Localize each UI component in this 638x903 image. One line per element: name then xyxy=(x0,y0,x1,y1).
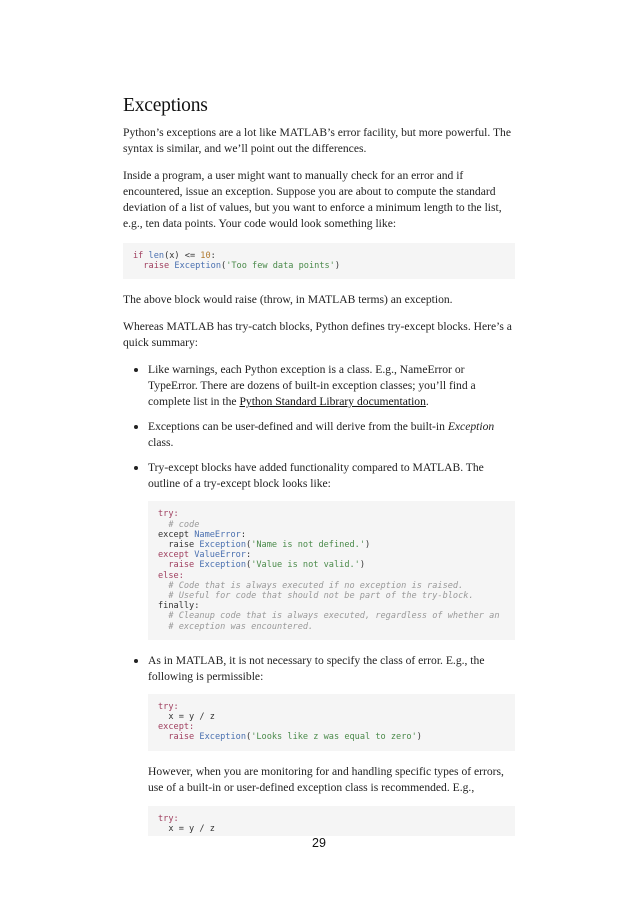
code-string: 'Value is not valid.' xyxy=(251,560,360,571)
code-text: x = y / z xyxy=(168,823,215,834)
list-item-text: As in MATLAB, it is not necessary to specify the class of error. E.g., the following is permissible: xyxy=(148,653,485,683)
code-string: 'Too few data points' xyxy=(226,261,335,272)
code-builtin: Exception xyxy=(199,732,246,743)
list-item-text: Exceptions can be user-defined and will derive from the built-in xyxy=(148,420,448,434)
code-keyword: else: xyxy=(158,570,184,581)
list-item-text: However, when you are monitoring for and handling specific types of errors, use of a built-in or user-defined exception class is recommended. E.g., xyxy=(148,764,504,794)
code-comment: # code xyxy=(168,519,200,530)
code-keyword: try: xyxy=(158,813,179,824)
code-block-specific-except xyxy=(148,806,515,836)
code-string: 'Name is not defined.' xyxy=(251,540,366,551)
list-item xyxy=(123,460,515,639)
raise-explanation-paragraph: The above block would raise (throw, in MATLAB terms) an exception. xyxy=(123,293,453,307)
code-builtin: ValueError xyxy=(194,550,246,561)
emphasis-text: Exception xyxy=(447,420,495,434)
code-text: : xyxy=(245,550,252,561)
code-keyword: raise xyxy=(168,560,195,571)
stdlib-docs-link[interactable]: Python Standard Library documentation xyxy=(239,395,426,409)
code-builtin: NameError xyxy=(194,529,241,540)
summary-list xyxy=(123,362,515,836)
code-builtin: Exception xyxy=(199,540,246,551)
code-keyword: except xyxy=(158,529,190,540)
page-number: 29 xyxy=(312,836,326,850)
code-block-bare-except: try: x = y / z except: raise Exception('Looks like z was equal to zero') xyxy=(148,694,515,751)
code-block-try-except-outline: try: # code except NameError: raise Exception('Name is not defined.') except ValueError: raise Exception('Value is not valid.') else: # Code that is always executed if no exception is raised. # Useful for code that should not be part of the try-block. finally: # Cleanup code that is always executed, regardless of whether an # exception was encountered. xyxy=(148,501,515,639)
list-item xyxy=(123,419,515,451)
code-builtin: Exception xyxy=(174,261,221,272)
list-item xyxy=(123,362,515,410)
bullet-icon xyxy=(134,368,138,372)
list-item-text: Like warnings, each Python exception is a class. E.g., NameError or TypeError. There are dozens of built-in exception classes; you’ll find a complete list in the xyxy=(148,363,476,409)
section-heading: Exceptions xyxy=(123,95,208,116)
manual-check-paragraph: Inside a program, a user might want to manually check for an error and if encountered, issue an exception. Suppose you are about to compute the standard deviation of a list of values, but you want to enforce a minimum length to the list, e.g., ten data points. Your code would look something like: xyxy=(123,169,502,230)
code-keyword: except: xyxy=(158,722,195,733)
code-keyword: if xyxy=(133,251,144,261)
list-item-text: class. xyxy=(148,436,174,450)
code-comment: # exception was encountered. xyxy=(168,621,314,632)
code-text: : xyxy=(240,529,246,540)
code-keyword: raise xyxy=(143,261,170,272)
list-item-text: . xyxy=(425,395,429,409)
try-except-intro-paragraph: Whereas MATLAB has try-catch blocks, Python defines try-except blocks. Here’s a quick summary: xyxy=(123,320,512,350)
code-comment: # Code that is always executed if no exception is raised. xyxy=(168,580,464,591)
code-keyword: finally: xyxy=(158,601,200,612)
list-item-text: Try-except blocks have added functionality compared to MATLAB. The outline of a try-except block looks like: xyxy=(148,461,484,491)
code-keyword: try: xyxy=(158,701,179,712)
code-keyword: raise xyxy=(168,540,195,551)
code-text: x = y / z xyxy=(168,712,215,723)
code-comment: # Cleanup code that is always executed, regardless of whether an xyxy=(168,611,500,622)
code-keyword: try: xyxy=(158,509,179,520)
code-comment: # Useful for code that should not be part of the try-block. xyxy=(168,591,474,602)
code-keyword: raise xyxy=(168,732,195,743)
bullet-icon xyxy=(134,466,138,470)
bullet-icon xyxy=(134,425,138,429)
code-builtin: Exception xyxy=(199,560,246,571)
list-item xyxy=(123,653,515,836)
code-block-raise: if len(x) <= 10: raise Exception('Too few data points') xyxy=(123,243,515,279)
code-string: 'Looks like z was equal to zero' xyxy=(251,732,417,743)
code-number: 10 xyxy=(200,251,211,261)
code-text: : xyxy=(210,251,216,261)
bullet-icon xyxy=(134,659,138,663)
code-builtin: len xyxy=(148,251,165,261)
code-text: (x) <= xyxy=(164,251,201,261)
code-keyword: except xyxy=(158,550,190,561)
document-page xyxy=(123,95,515,845)
intro-paragraph: Python’s exceptions are a lot like MATLAB’s error facility, but more powerful. The syntax is similar, and we’ll point out the differences. xyxy=(123,126,511,155)
